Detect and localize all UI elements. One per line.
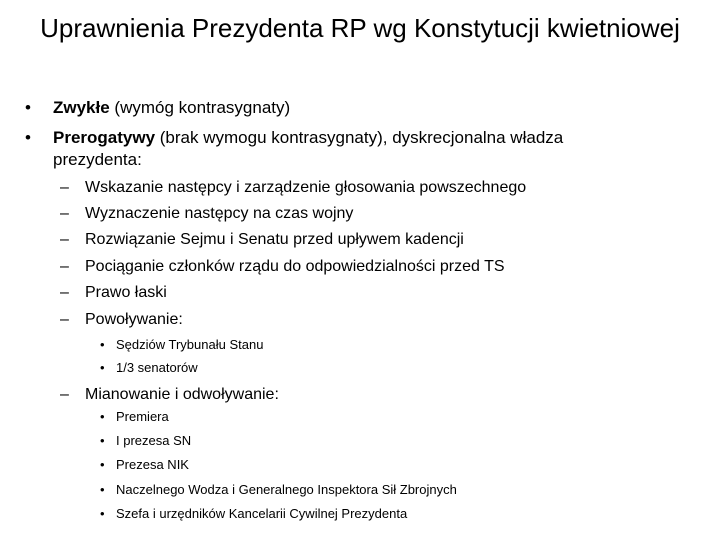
item-text: Mianowanie i odwoływanie: [85, 386, 279, 403]
item-continuation: prezydenta: [53, 150, 142, 169]
list-item [25, 97, 290, 119]
item-text: (brak wymogu kontrasygnaty), dyskrecjonalna władza [155, 128, 564, 147]
item-term: Zwykłe [53, 98, 110, 117]
item-text: Naczelnego Wodza i Generalnego Inspektora Sił Zbrojnych [116, 482, 457, 497]
item-text: 1/3 senatorów [116, 360, 198, 375]
dash-icon: – [60, 258, 69, 275]
list-item [100, 456, 189, 474]
item-text: Prezesa NIK [116, 457, 189, 472]
bullet-icon: • [25, 128, 31, 147]
list-item [100, 408, 169, 426]
bullet-icon: • [100, 337, 105, 352]
dash-icon: – [60, 386, 69, 403]
dash-icon: – [60, 179, 69, 196]
item-text: (wymóg kontrasygnaty) [109, 98, 291, 117]
list-item [25, 127, 563, 149]
dash-icon: – [60, 231, 69, 248]
list-item [60, 256, 505, 278]
bullet-icon: • [25, 98, 31, 117]
list-item [60, 282, 167, 304]
item-text: I prezesa SN [116, 433, 192, 448]
dash-icon: – [60, 205, 69, 222]
list-item [60, 309, 183, 331]
dash-icon: – [60, 311, 69, 328]
list-item [100, 481, 457, 499]
slide-title: Uprawnienia Prezydenta RP wg Konstytucji kwietniowej [40, 13, 680, 43]
dash-icon: – [60, 284, 69, 301]
list-item [100, 432, 191, 450]
list-item [100, 336, 263, 354]
list-item [60, 203, 353, 225]
item-text: Szefa i urzędników Kancelarii Cywilnej Prezydenta [116, 506, 408, 521]
list-item [60, 384, 279, 406]
item-text: Powoływanie: [85, 311, 183, 328]
item-text: Premiera [116, 409, 169, 424]
item-text: Wskazanie następcy i zarządzenie głosowania powszechnego [85, 179, 527, 196]
bullet-icon: • [100, 409, 105, 424]
item-text: Sędziów Trybunału Stanu [116, 337, 264, 352]
bullet-icon: • [100, 482, 105, 497]
item-text: Prawo łaski [85, 284, 167, 301]
list-item [60, 229, 464, 251]
item-text: Pociąganie członków rządu do odpowiedzialności przed TS [85, 258, 505, 275]
item-text: Wyznaczenie następcy na czas wojny [85, 205, 354, 222]
bullet-icon: • [100, 433, 105, 448]
list-item [100, 505, 407, 523]
bullet-icon: • [100, 457, 105, 472]
bullet-icon: • [100, 506, 105, 521]
item-text: Rozwiązanie Sejmu i Senatu przed upływem kadencji [85, 231, 464, 248]
list-item [100, 359, 198, 377]
item-term: Prerogatywy [53, 128, 156, 147]
list-item [60, 177, 526, 199]
bullet-icon: • [100, 360, 105, 375]
